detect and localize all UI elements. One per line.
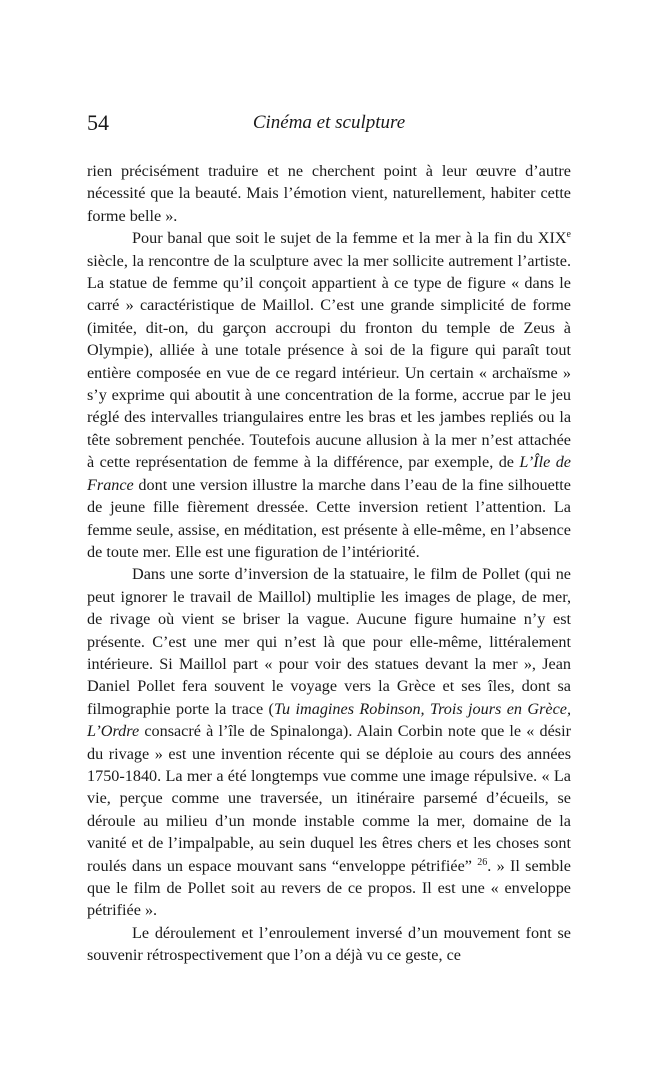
paragraph-2-text-a: Pour banal que soit le sujet de la femme et la mer à la fin du XIX	[132, 229, 567, 248]
running-title: Cinéma et sculpture	[252, 112, 406, 133]
footnote-marker: 26	[477, 856, 488, 868]
paragraph-2	[87, 227, 571, 563]
paragraph-4	[87, 922, 571, 967]
paragraph-3-text-a: Dans une sorte d’inversion de la statuaire, le film de Pollet (qui ne peut ignorer le travail de Maillol) multiplie les images de plage, de mer, de rivage où vient se briser la vague. Aucune figure humaine n’y est présente. C’est une mer qui n’est là que pour elle-même, littéralement intérieure. Si Maillol part « pour voir des statues devant la mer », Jean Daniel Pollet fera souvent le voyage vers la Grèce et ses îles, dont sa filmographie porte la trace (	[87, 565, 571, 718]
paragraph-4-text: Le déroulement et l’enroulement inversé d’un mouvement font se souvenir rétrospectivement que l’on a déjà vu ce geste, ce	[87, 923, 571, 965]
paragraph-2-text-b: siècle, la rencontre de la sculpture avec la mer sollicite autrement l’artiste. La statue de femme qu’il conçoit appartient à ce type de figure « dans le carré » caractéristique de Maillol. C’est une grande simplicité de forme (imitée, dit-on, du garçon accroupi du fronton du temple de Zeus à Olympie), alliée à une totale présence à soi de la figure qui paraît tout entière composée en vue de ce regard intérieur. Un certain « archaïsme » s’y exprime qui aboutit à une concentration de la forme, accrue par le jeu réglé des intervalles triangulaires entre les bras et les jambes repliés ou la tête sobrement penchée. Toutefois aucune allusion à la mer n’est attachée à cette représentation de femme à la différence, par exemple, de	[87, 251, 571, 472]
page-header	[87, 108, 571, 138]
film-titles: Tu imagines Robinson, Trois jours en Grèce, L’Ordre	[87, 699, 571, 741]
book-page	[87, 108, 571, 967]
body-text	[87, 160, 571, 967]
paragraph-3	[87, 563, 571, 922]
century-superscript: e	[566, 229, 571, 241]
page-number: 54	[87, 110, 109, 135]
paragraph-2-text-c: dont une version illustre la marche dans l’eau de la fine silhouette de jeune fille fièrement dressée. Cette inversion retient l’attention. La femme seule, assise, en méditation, est présente à elle-même, en l’absence de toute mer. Elle est une figuration de l’intériorité.	[87, 475, 571, 561]
paragraph-3-text-c: . » Il semble que le film de Pollet soit au revers de ce propos. Il est une « enveloppe pétrifiée ».	[87, 856, 571, 920]
paragraph-1	[87, 160, 571, 227]
paragraph-1-text: rien précisément traduire et ne cherchent point à leur œuvre d’autre nécessité que la beauté. Mais l’émotion vient, naturellement, habiter cette forme belle ».	[87, 162, 571, 225]
paragraph-3-text-b: consacré à l’île de Spinalonga). Alain Corbin note que le « désir du rivage » est une invention récente qui se déploie au cours des années 1750-1840. La mer a été longtemps vue comme une image répulsive. « La vie, perçue comme une traversée, un itinéraire parsemé d’écueils, se déroule au milieu d’un monde instable comme la mer, domaine de la vanité et de l’impalpable, au sein duquel les êtres chers et les choses sont roulés dans un espace mouvant sans “enveloppe pétrifiée”	[87, 722, 571, 875]
artwork-title: L’Île de France	[87, 453, 571, 494]
